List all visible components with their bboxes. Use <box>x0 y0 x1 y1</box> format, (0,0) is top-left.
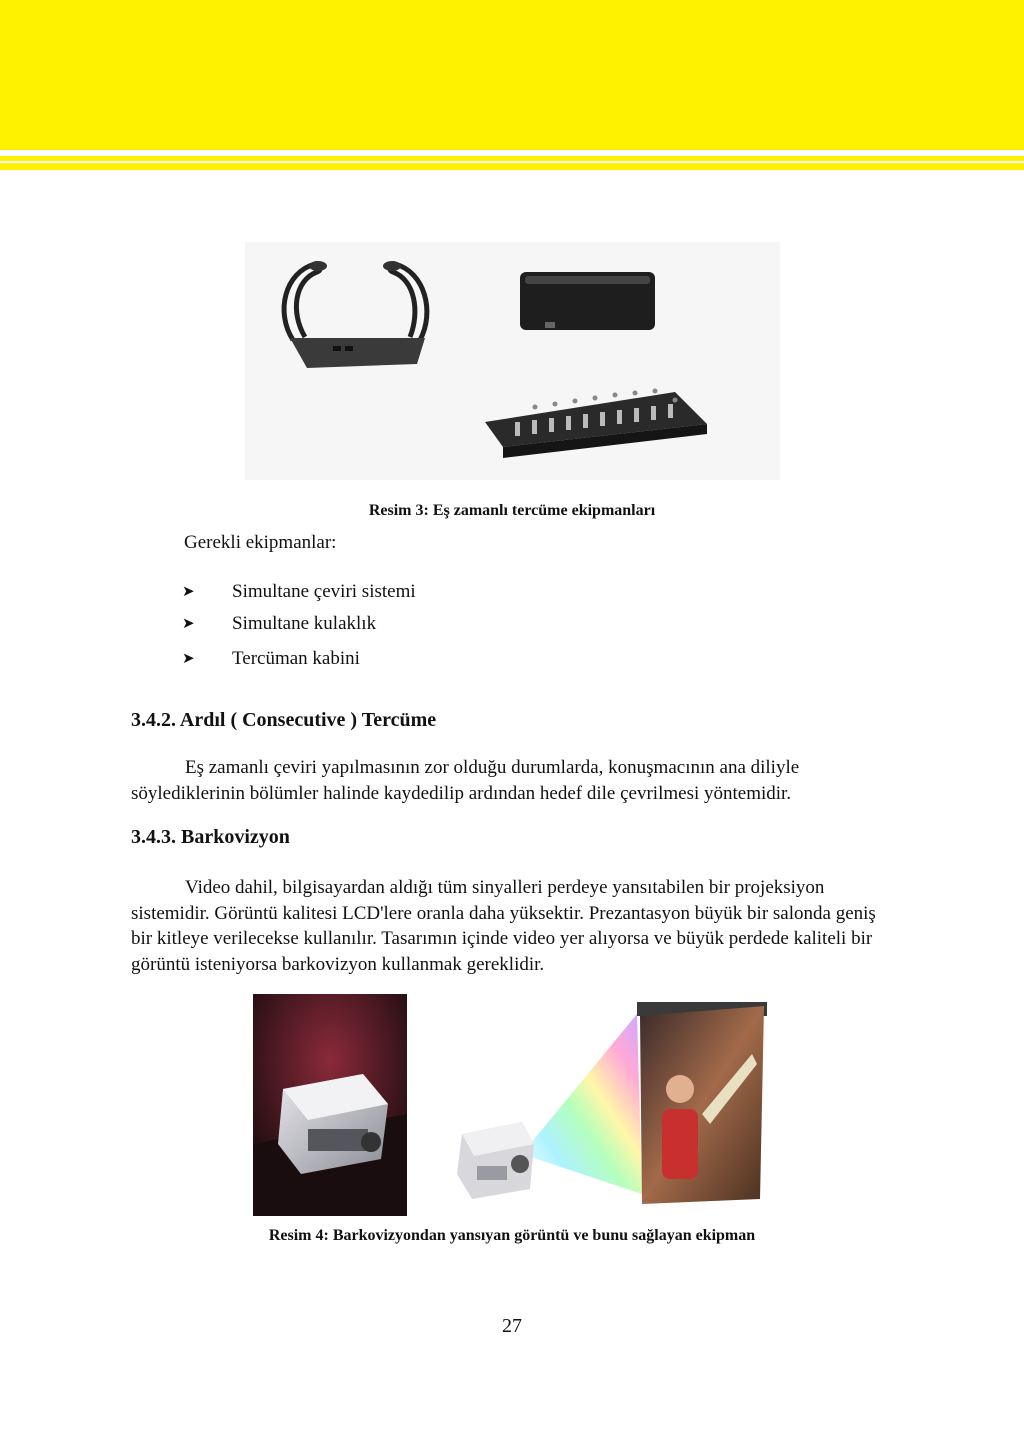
figure-3-image <box>245 242 780 480</box>
header-banner <box>0 0 1024 150</box>
section-body-barkovizyon: Video dahil, bilgisayardan aldığı tüm sinyalleri perdeye yansıtabilen bir projeksiyon sistemidir. Görüntü kalitesi LCD'lere oranla daha yüksektir. Prezantasyon büyük bir salonda geniş bir kitleye verilecekse kullanılır. Tasarımın içinde video yer alıyorsa ve büyük perdede kaliteli bir görüntü isteniyorsa barkovizyon kullanmak gereklidir. <box>131 877 876 975</box>
section-heading-consecutive: 3.4.2. Ardıl ( Consecutive ) Tercüme <box>131 709 437 731</box>
list-item-text: Tercüman kabini <box>232 648 360 669</box>
arrow-bullet-icon: ➤ <box>182 614 195 632</box>
page-number: 27 <box>502 1315 522 1337</box>
arrow-bullet-icon: ➤ <box>182 582 195 600</box>
header-stripe <box>0 163 1024 170</box>
section-body-consecutive: Eş zamanlı çeviri yapılmasının zor olduğu durumlarda, konuşmacının ana diliyle söylediklerinin bölümler halinde kaydedilip ardından hedef dile çevrilmesi yöntemidir. <box>131 757 800 804</box>
equipment-lead: Gerekli ekipmanlar: <box>184 532 337 553</box>
header-stripe <box>0 156 1024 161</box>
projector-photo <box>253 994 407 1216</box>
figure-4-caption: Resim 4: Barkovizyondan yansıyan görüntü ve bunu sağlayan ekipman <box>268 1227 756 1244</box>
section-heading-barkovizyon: 3.4.3. Barkovizyon <box>131 826 290 848</box>
list-item-text: Simultane kulaklık <box>232 613 377 634</box>
receiver-image <box>520 272 655 330</box>
figure-3-caption: Resim 3: Eş zamanlı tercüme ekipmanları <box>368 502 656 519</box>
list-item-text: Simultane çeviri sistemi <box>232 581 416 602</box>
arrow-bullet-icon: ➤ <box>182 649 195 667</box>
mixer-image <box>485 389 707 459</box>
projection-illustration <box>452 994 774 1216</box>
headset-image <box>284 261 427 368</box>
